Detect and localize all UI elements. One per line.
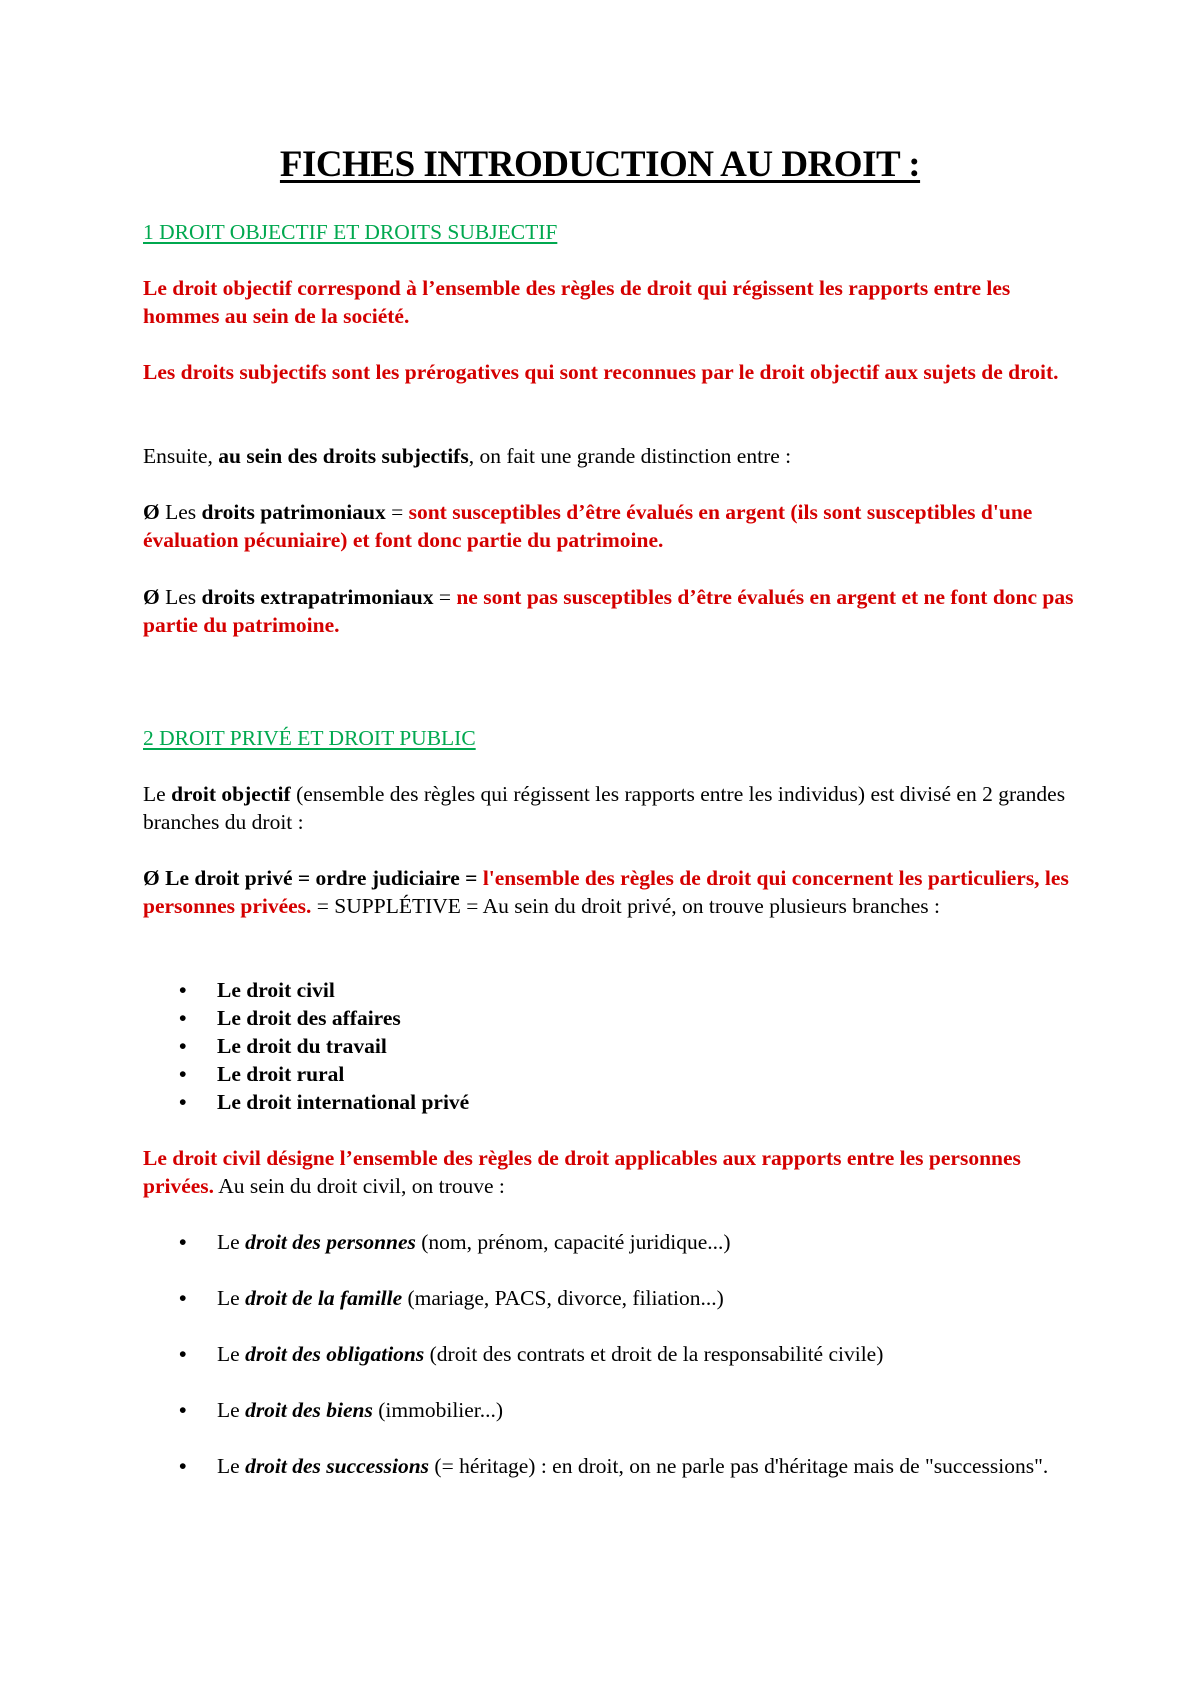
text-run: Le — [143, 782, 172, 806]
text-run: Au sein du droit civil, on trouve : — [214, 1173, 505, 1198]
section-2-paragraph-intro — [143, 781, 1078, 836]
civil-term: droit des biens — [245, 1398, 373, 1422]
bullet-icon: • — [179, 1062, 187, 1086]
branch-label: Le droit rural — [217, 1062, 345, 1086]
section-1-droits-extrapatrimoniaux — [143, 584, 1078, 639]
text-run: Le — [217, 1230, 246, 1254]
definition-text: ne sont pas susceptibles d’être évalués en argent et ne font donc pas partie du patrimoine. — [143, 585, 1074, 637]
term-droits-patrimoniaux: droits patrimoniaux — [201, 500, 386, 524]
definition-text: sont susceptibles d’être évalués en argent (ils sont susceptibles d'une évaluation pécuniaire) et font donc partie du patrimoine. — [143, 500, 1033, 552]
text-run: (= héritage) : en droit, on ne parle pas d'héritage mais de "successions". — [429, 1454, 1049, 1478]
bullet-icon: • — [179, 1090, 187, 1114]
civil-term: droit des obligations — [245, 1342, 425, 1366]
text-run-bold: au sein des droits subjectifs — [218, 444, 469, 468]
civil-item-text — [217, 1285, 1077, 1313]
branch-label: Le droit des affaires — [217, 1006, 401, 1030]
section-1-droits-patrimoniaux — [143, 499, 1078, 554]
bullet-icon: • — [179, 1006, 187, 1030]
bullet-icon: • — [179, 1398, 187, 1422]
civil-item-text — [217, 1397, 1077, 1425]
text-run: = SUPPLÉTIVE = Au sein du droit privé, on trouve plusieurs branches : — [311, 893, 940, 918]
definition-text: Le droit civil désigne l’ensemble des règles de droit applicables aux rapports entre les personnes privées. — [143, 1146, 1021, 1198]
text-run: Le — [217, 1342, 246, 1366]
text-run: Le — [217, 1454, 246, 1478]
text-run: Ensuite, — [143, 444, 219, 468]
civil-item-text — [217, 1453, 1077, 1481]
bullet-icon: • — [179, 1342, 187, 1366]
arrow-symbol-icon: Ø — [143, 585, 160, 609]
section-1-paragraph-distinction — [143, 443, 1078, 471]
text-run: = — [433, 585, 457, 609]
text-run: (mariage, PACS, divorce, filiation...) — [402, 1286, 724, 1310]
section-2-heading: 2 DROIT PRIVÉ ET DROIT PUBLIC — [143, 726, 476, 750]
civil-term: droit des personnes — [245, 1230, 416, 1254]
civil-term: droit de la famille — [245, 1286, 403, 1310]
definition-text: l'ensemble des règles de droit qui concernent les particuliers, les personnes privées. — [143, 866, 1069, 918]
civil-item-text — [217, 1341, 1077, 1369]
bullet-icon: • — [179, 1286, 187, 1310]
term-droits-extrapatrimoniaux: droits extrapatrimoniaux — [201, 585, 434, 609]
civil-term: droit des successions — [245, 1454, 430, 1478]
bullet-icon: • — [179, 1034, 187, 1058]
document-title: FICHES INTRODUCTION AU DROIT : — [279, 144, 921, 185]
bullet-icon: • — [179, 978, 187, 1002]
branch-label: Le droit international privé — [217, 1090, 470, 1114]
text-run: (nom, prénom, capacité juridique...) — [415, 1230, 731, 1254]
section-1-paragraph-droits-subjectifs: Les droits subjectifs sont les prérogatives qui sont reconnues par le droit objectif aux sujets de droit. — [143, 360, 1059, 384]
text-run: Les — [159, 500, 202, 524]
text-run: , on fait une grande distinction entre : — [468, 444, 792, 468]
branch-label: Le droit du travail — [217, 1034, 387, 1058]
text-run: Les — [159, 585, 202, 609]
branch-label: Le droit civil — [217, 978, 335, 1002]
section-1-paragraph-droit-objectif: Le droit objectif correspond à l’ensemble des règles de droit qui régissent les rapports entre les hommes au sein de la société. — [143, 276, 1011, 328]
text-run: (droit des contrats et droit de la responsabilité civile) — [424, 1342, 884, 1366]
text-run: Le — [217, 1286, 246, 1310]
section-2-paragraph-droit-prive — [143, 865, 1078, 920]
civil-item-text — [217, 1229, 1077, 1257]
term-droit-prive: Ø Le droit privé = ordre judiciaire = — [143, 866, 483, 890]
term-droit-objectif: droit objectif — [171, 782, 291, 806]
text-run: = — [385, 500, 409, 524]
bullet-icon: • — [179, 1454, 187, 1478]
section-1-heading: 1 DROIT OBJECTIF ET DROITS SUBJECTIF — [143, 220, 558, 244]
text-run: (ensemble des règles qui régissent les rapports entre les individus) est divisé en 2 grandes branches du droit : — [143, 782, 1066, 834]
text-run: Le — [217, 1398, 246, 1422]
text-run: (immobilier...) — [372, 1398, 504, 1422]
bullet-icon: • — [179, 1230, 187, 1254]
arrow-symbol-icon: Ø — [143, 500, 160, 524]
section-2-paragraph-droit-civil — [143, 1145, 1078, 1200]
